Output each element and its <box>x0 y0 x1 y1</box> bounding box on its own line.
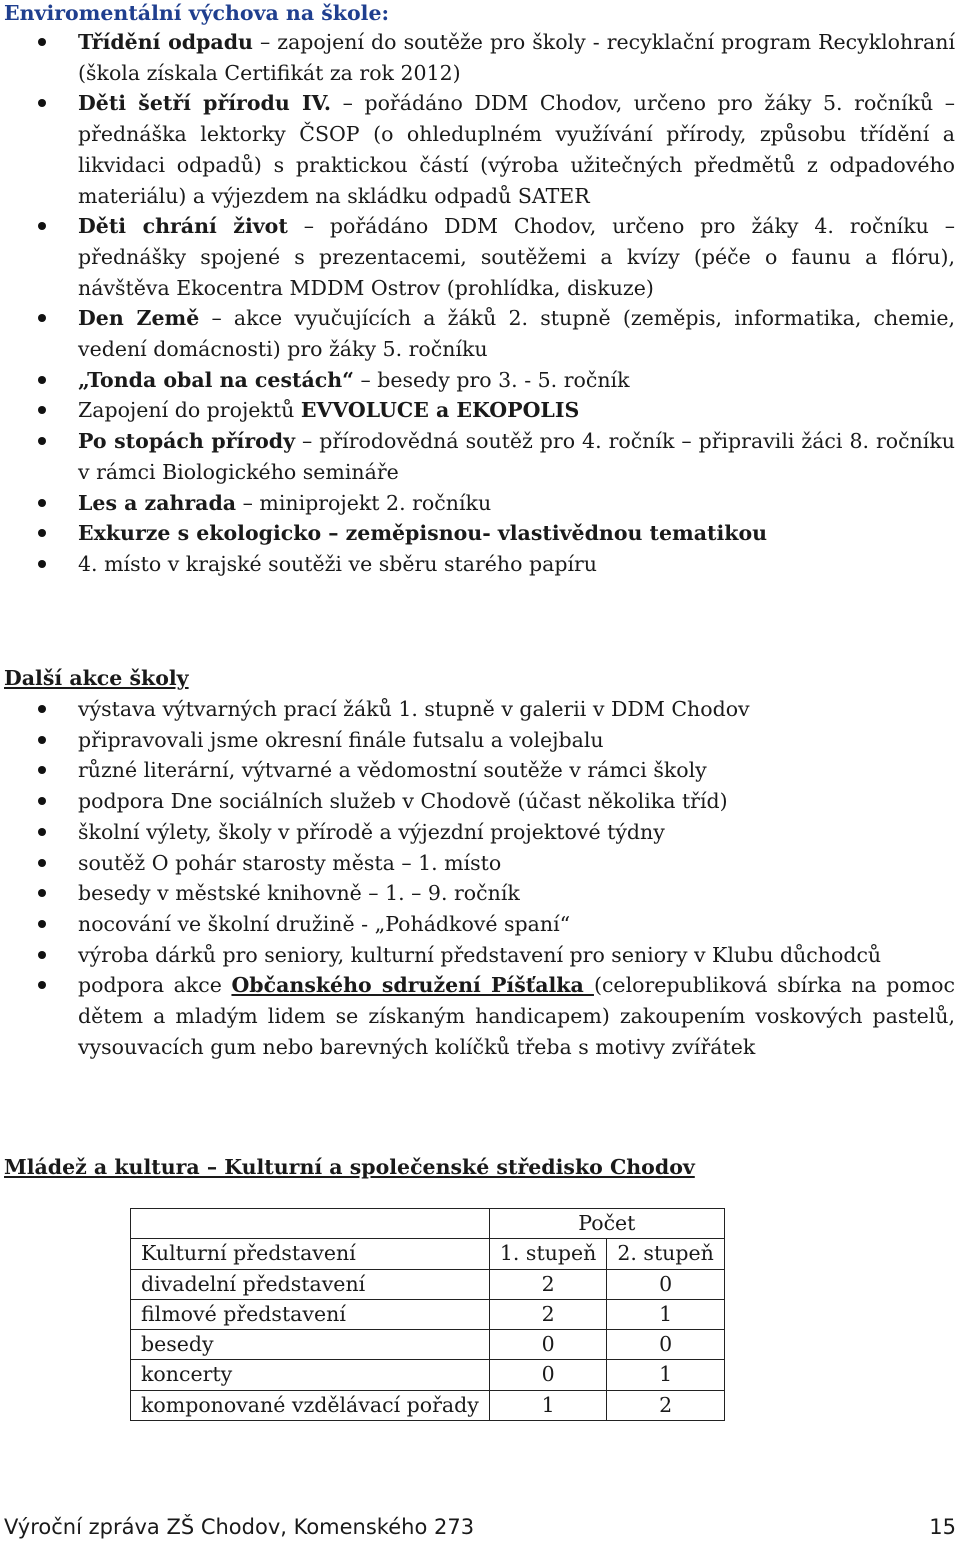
table-cell: komponované vzdělávací pořady <box>131 1390 490 1420</box>
bullet-icon <box>38 38 46 46</box>
env-section-title: Enviromentální výchova na škole: <box>4 1 390 25</box>
table-cell: 1 <box>607 1299 725 1329</box>
organization-link: Občanského sdružení Píšťalka <box>231 973 594 998</box>
bullet-icon <box>38 889 46 897</box>
table-cell: koncerty <box>131 1360 490 1390</box>
page-number: 15 <box>929 1515 956 1539</box>
list-item: různé literární, výtvarné a vědomostní soutěže v rámci školy <box>0 755 955 786</box>
bullet-icon <box>38 828 46 836</box>
table-cell: 0 <box>607 1269 725 1299</box>
table-header-row <box>131 1239 725 1269</box>
list-item: Děti šetří přírodu IV. – pořádáno DDM Chodov, určeno pro žáky 5. ročníků – přednáška lektorky ČSOP (o ohleduplném využívání přírody, způsobu třídění a likvidaci odpadů) s praktickou částí (výroba užitečných předmětů z odpadového materiálu) a výjezdem na skládku odpadů SATER <box>0 88 955 211</box>
bullet-icon <box>38 314 46 322</box>
culture-table <box>130 1208 725 1421</box>
table-row <box>131 1390 725 1420</box>
bullet-icon <box>38 705 46 713</box>
list-item: Děti chrání život – pořádáno DDM Chodov, určeno pro žáky 4. ročníku – přednášky spojené s prezentacemi, soutěžemi a kvízy (péče o faunu a flóru), návštěva Ekocentra MDDM Ostrov (prohlídka, diskuze) <box>0 211 955 303</box>
page-footer <box>4 1512 956 1543</box>
table-header-row <box>131 1209 725 1239</box>
table-row <box>131 1360 725 1390</box>
other-events-title: Další akce školy <box>4 666 189 690</box>
bullet-icon <box>38 99 46 107</box>
table-cell: 1 <box>489 1390 607 1420</box>
bullet-icon <box>38 920 46 928</box>
bullet-icon <box>38 499 46 507</box>
list-item: Den Země – akce vyučujících a žáků 2. stupně (zeměpis, informatika, chemie, vedení domácnosti) pro žáky 5. ročníku <box>0 303 955 364</box>
table-row <box>131 1330 725 1360</box>
table-cell: besedy <box>131 1330 490 1360</box>
bullet-icon <box>38 766 46 774</box>
list-item: 4. místo v krajské soutěži ve sběru starého papíru <box>0 549 955 580</box>
list-item: Exkurze s ekologicko – zeměpisnou- vlastivědnou tematikou <box>0 518 955 549</box>
list-item: Po stopách přírody – přírodovědná soutěž pro 4. ročník – připravili žáci 8. ročníku v rámci Biologického semináře <box>0 426 955 487</box>
table-cell: 0 <box>489 1330 607 1360</box>
list-item: podpora Dne sociálních služeb v Chodově (účast několika tříd) <box>0 786 955 817</box>
table-cell: 0 <box>489 1360 607 1390</box>
bullet-icon <box>38 406 46 414</box>
table-cell: 2 <box>607 1390 725 1420</box>
column-header: 2. stupeň <box>607 1239 725 1269</box>
list-item: podpora akce Občanského sdružení Píšťalka (celorepubliková sbírka na pomoc dětem a mladým lidem se získaným handicapem) zakoupením voskových pastelů, vysouvacích gum nebo barevných kolíčků třeba s motivy zvířátek <box>0 970 955 1062</box>
list-item: Les a zahrada – miniprojekt 2. ročníku <box>0 488 955 519</box>
table-cell: filmové představení <box>131 1299 490 1329</box>
table-cell: 0 <box>607 1330 725 1360</box>
table-cell: 1 <box>607 1360 725 1390</box>
table-row <box>131 1269 725 1299</box>
column-header: Kulturní představení <box>131 1239 490 1269</box>
table-cell: divadelní představení <box>131 1269 490 1299</box>
bullet-icon <box>38 222 46 230</box>
list-item: Zapojení do projektů EVVOLUCE a EKOPOLIS <box>0 395 955 426</box>
list-item: Třídění odpadu – zapojení do soutěže pro školy - recyklační program Recyklohraní (škola získala Certifikát za rok 2012) <box>0 27 955 88</box>
table-cell: 2 <box>489 1269 607 1299</box>
table-header-blank <box>131 1209 490 1239</box>
table-row <box>131 1299 725 1329</box>
bullet-icon <box>38 560 46 568</box>
bullet-icon <box>38 437 46 445</box>
bullet-icon <box>38 797 46 805</box>
list-item: školní výlety, školy v přírodě a výjezdní projektové týdny <box>0 817 955 848</box>
list-item: výroba dárků pro seniory, kulturní představení pro seniory v Klubu důchodců <box>0 940 955 971</box>
table-group-header: Počet <box>489 1209 724 1239</box>
other-events-list <box>0 694 955 1062</box>
bullet-icon <box>38 736 46 744</box>
list-item: výstava výtvarných prací žáků 1. stupně v galerii v DDM Chodov <box>0 694 955 725</box>
footer-title: Výroční zpráva ZŠ Chodov, Komenského 273 <box>4 1515 475 1539</box>
bullet-icon <box>38 376 46 384</box>
list-item: nocování ve školní družině - „Pohádkové spaní“ <box>0 909 955 940</box>
bullet-icon <box>38 951 46 959</box>
bullet-icon <box>38 981 46 989</box>
list-item: připravovali jsme okresní finále futsalu a volejbalu <box>0 725 955 756</box>
bullet-icon <box>38 529 46 537</box>
column-header: 1. stupeň <box>489 1239 607 1269</box>
list-item: „Tonda obal na cestách“ – besedy pro 3. - 5. ročník <box>0 365 955 396</box>
culture-section-title: Mládež a kultura – Kulturní a společenské středisko Chodov <box>4 1155 695 1179</box>
env-list <box>0 27 955 580</box>
list-item: besedy v městské knihovně – 1. – 9. ročník <box>0 878 955 909</box>
bullet-icon <box>38 859 46 867</box>
list-item: soutěž O pohár starosty města – 1. místo <box>0 848 955 879</box>
table-cell: 2 <box>489 1299 607 1329</box>
